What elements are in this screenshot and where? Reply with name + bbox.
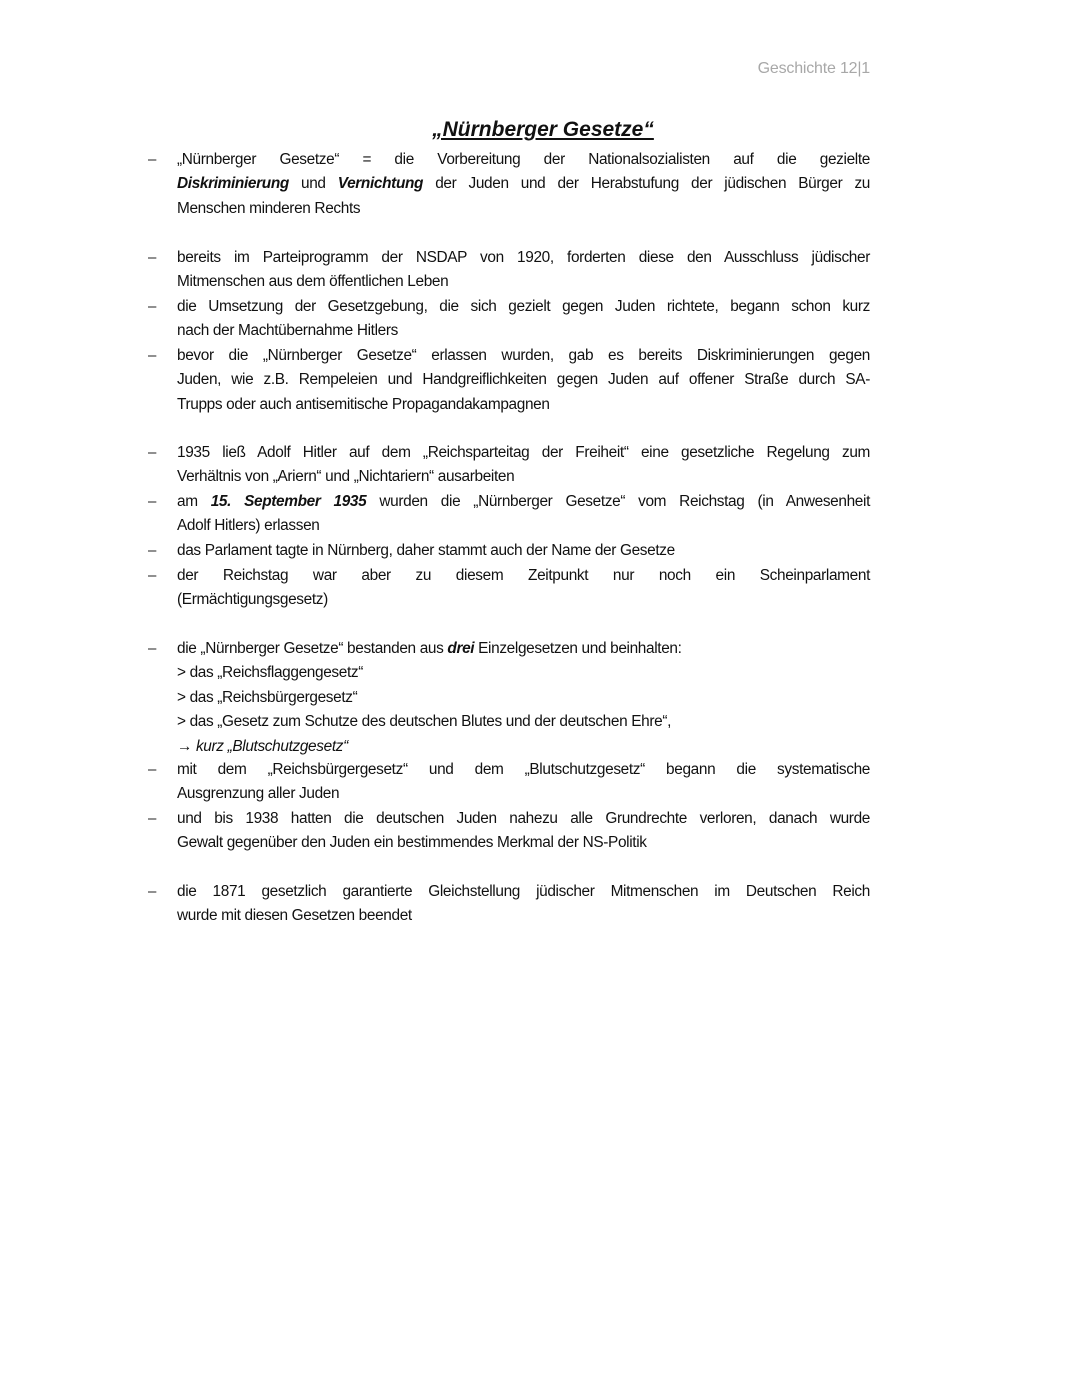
item-text <box>177 539 870 563</box>
bullet-dash: – <box>148 249 157 266</box>
text-line <box>177 539 870 563</box>
emphasis-text: drei <box>447 640 475 657</box>
text-segment: > das „Reichsbürgergesetz“ <box>177 688 358 706</box>
text-segment: die „Nürnberger Gesetze“ bestanden aus <box>177 640 448 657</box>
text-line <box>177 441 870 465</box>
text-line <box>177 710 870 734</box>
bullet-dash: – <box>148 444 157 461</box>
italic-text: → kurz „Blutschutzgesetz“ <box>177 737 348 755</box>
item-text <box>177 880 870 929</box>
text-segment: die Umsetzung der Gesetzgebung, die sich gezielt gegen Juden richtete, begann schon kurz <box>177 298 870 315</box>
title-text: „Nürnberger Gesetze“ <box>432 118 654 141</box>
bullet-dash: – <box>148 542 157 559</box>
text-line <box>177 637 870 661</box>
text-segment: Mitmenschen aus dem öffentlichen Leben <box>177 273 449 291</box>
text-segment: bevor die „Nürnberger Gesetze“ erlassen wurden, gab es bereits Diskriminierungen gegen <box>177 347 870 364</box>
item-text <box>177 344 870 417</box>
text-line <box>177 344 870 368</box>
bullet-dash: – <box>148 567 157 584</box>
bullet-dash: – <box>148 347 157 364</box>
text-line <box>177 564 870 588</box>
text-segment: Menschen minderen Rechts <box>177 199 361 217</box>
text-line <box>177 758 870 782</box>
text-segment: mit dem „Reichsbürgergesetz“ und dem „Blutschutzgesetz“ begann die systematische <box>177 761 870 778</box>
text-line <box>177 368 870 392</box>
text-segment: Ausgrenzung aller Juden <box>177 785 340 803</box>
text-line <box>177 782 870 806</box>
text-segment: Verhältnis von „Ariern“ und „Nichtariern“ ausarbeiten <box>177 468 515 486</box>
emphasis-text: 15. September 1935 <box>210 493 367 510</box>
text-segment: bereits im Parteiprogramm der NSDAP von 1920, forderten diese den Ausschluss jüdischer <box>177 249 870 266</box>
text-segment: der Juden und der Herabstufung der jüdischen Bürger zu <box>423 175 871 193</box>
text-segment: Trupps oder auch antisemitische Propagandakampagnen <box>177 395 550 413</box>
text-line <box>177 393 870 417</box>
text-line <box>177 295 870 319</box>
text-segment: wurde mit diesen Gesetzen beendet <box>177 907 412 925</box>
text-line <box>177 148 870 172</box>
text-segment: und bis 1938 hatten die deutschen Juden nahezu alle Grundrechte verloren, danach wurde <box>177 810 870 827</box>
bullet-dash: – <box>148 493 157 510</box>
document-title <box>0 118 1080 142</box>
text-segment: Gewalt gegenüber den Juden ein bestimmendes Merkmal der NS-Politik <box>177 834 647 852</box>
text-segment: nach der Machtübernahme Hitlers <box>177 322 398 340</box>
text-segment: und <box>288 175 338 193</box>
text-line <box>177 807 870 831</box>
item-text <box>177 637 870 759</box>
item-text <box>177 246 870 295</box>
text-line <box>177 490 870 514</box>
item-text <box>177 441 870 490</box>
page-header: Geschichte 12|1 <box>757 60 870 77</box>
text-segment: am <box>177 493 211 510</box>
text-line <box>177 588 870 612</box>
bullet-dash: – <box>148 883 157 900</box>
bullet-dash: – <box>148 810 157 827</box>
item-text <box>177 564 870 613</box>
text-line <box>177 172 870 196</box>
text-line <box>177 197 870 221</box>
text-segment: die 1871 gesetzlich garantierte Gleichstellung jüdischer Mitmenschen im Deutschen Reich <box>177 883 870 900</box>
text-line <box>177 514 870 538</box>
text-segment: Einzelgesetzen und beinhalten: <box>474 640 682 657</box>
text-segment: 1935 ließ Adolf Hitler auf dem „Reichsparteitag der Freiheit“ eine gesetzliche Regelung zum <box>177 444 870 461</box>
item-text <box>177 490 870 539</box>
text-segment: Juden, wie z.B. Rempeleien und Handgreiflichkeiten gegen Juden auf offener Straße durch SA- <box>177 371 870 389</box>
bullet-dash: – <box>148 298 157 315</box>
text-line <box>177 735 870 759</box>
text-segment: Adolf Hitlers) erlassen <box>177 517 320 535</box>
text-line <box>177 661 870 685</box>
emphasis-text: Vernichtung <box>337 175 424 193</box>
text-line <box>177 246 870 270</box>
item-text <box>177 807 870 856</box>
item-text <box>177 758 870 807</box>
text-segment: „Nürnberger Gesetze“ = die Vorbereitung der Nationalsozialisten auf die gezielte <box>177 151 870 168</box>
item-text <box>177 148 870 221</box>
text-line <box>177 319 870 343</box>
text-segment: > das „Gesetz zum Schutze des deutschen Blutes und der deutschen Ehre“, <box>177 713 672 731</box>
bullet-dash: – <box>148 761 157 778</box>
bullet-dash: – <box>148 151 157 168</box>
text-line <box>177 686 870 710</box>
bullet-dash: – <box>148 640 157 657</box>
text-segment: wurden die „Nürnberger Gesetze“ vom Reichstag (in Anwesenheit <box>366 493 871 510</box>
text-line <box>177 831 870 855</box>
text-line <box>177 270 870 294</box>
text-line <box>177 880 870 904</box>
text-segment: der Reichstag war aber zu diesem Zeitpunkt nur noch ein Scheinparlament <box>177 567 870 584</box>
text-segment: das Parlament tagte in Nürnberg, daher stammt auch der Name der Gesetze <box>177 542 675 559</box>
text-line <box>177 465 870 489</box>
text-segment: (Ermächtigungsgesetz) <box>177 591 328 609</box>
text-line <box>177 904 870 928</box>
text-segment: > das „Reichsflaggengesetz“ <box>177 664 364 682</box>
emphasis-text: Diskriminierung <box>177 175 289 193</box>
item-text <box>177 295 870 344</box>
